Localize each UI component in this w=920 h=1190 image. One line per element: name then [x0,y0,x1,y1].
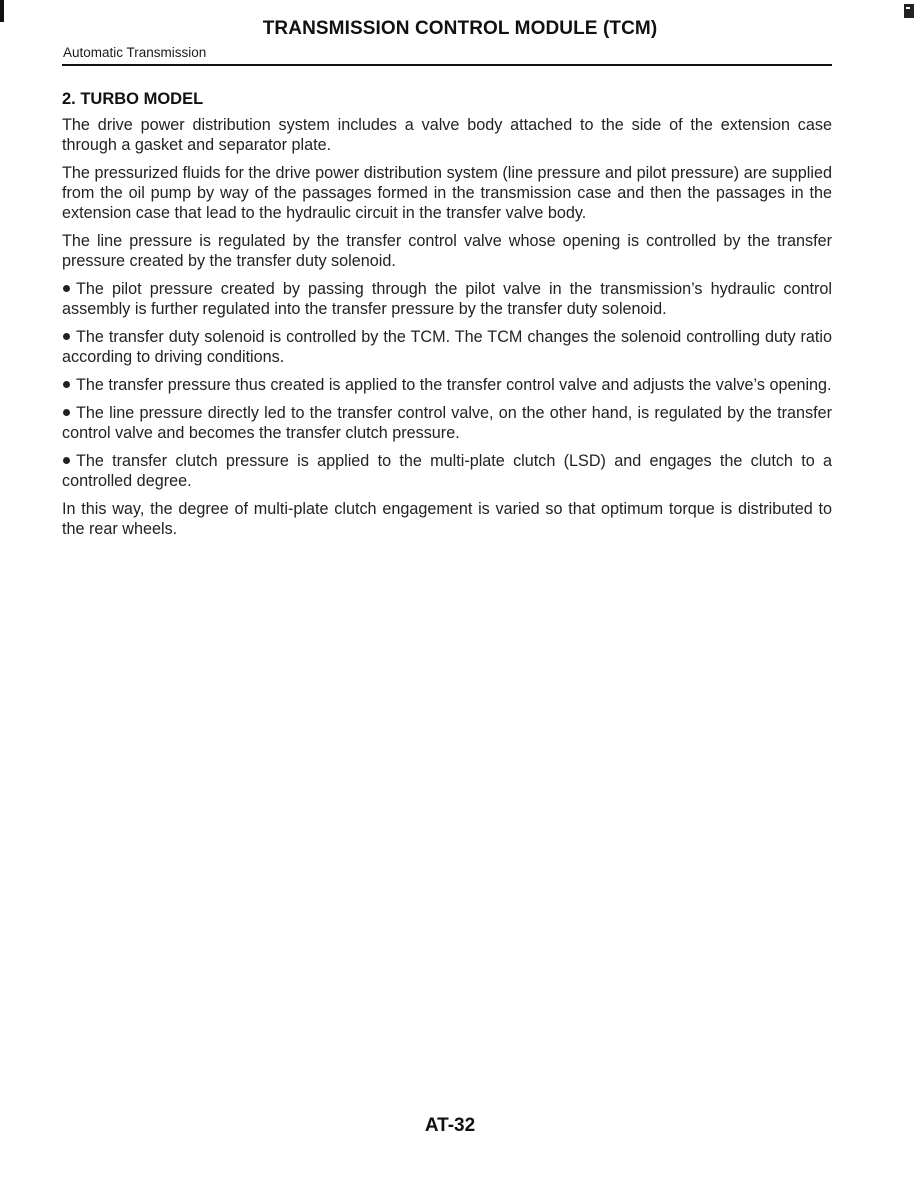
closing-paragraph: In this way, the degree of multi-plate clutch engagement is varied so that optimum torque is distributed to the rear wheels. [62,500,832,538]
bullet-item [62,327,832,367]
paragraph: The line pressure is regulated by the transfer control valve whose opening is controlled by the transfer pressure created by the transfer duty solenoid. [62,232,832,270]
paragraph: The drive power distribution system includes a valve body attached to the side of the extension case through a gasket and separator plate. [62,116,832,154]
page-number: AT-32 [424,1115,476,1136]
bullet-text: The pilot pressure created by passing through the pilot valve in the transmission’s hydraulic control assembly is further regulated into the transfer pressure by the transfer duty solenoid. [62,280,832,318]
header-divider [62,64,832,66]
scan-edge-mark-right [904,4,914,18]
bullet-item [62,279,832,319]
bullet-item [62,375,832,395]
bullet-dot-icon [63,285,70,292]
bullet-text: The line pressure directly led to the transfer control valve, on the other hand, is regulated by the transfer control valve and becomes the transfer clutch pressure. [62,404,832,442]
bullet-item [62,451,832,491]
bullet-item [62,403,832,443]
bullet-dot-icon [63,457,70,464]
section-heading: 2. TURBO MODEL [62,90,204,108]
paragraph: The pressurized fluids for the drive power distribution system (line pressure and pilot pressure) are supplied from the oil pump by way of the passages formed in the transmission case and then the passages in the extension case that lead to the hydraulic circuit in the transfer valve body. [62,164,832,222]
bullet-dot-icon [63,409,70,416]
page-title: TRANSMISSION CONTROL MODULE (TCM) [262,18,658,39]
section-label: Automatic Transmission [63,45,207,60]
main-content [62,90,832,547]
bullet-dot-icon [63,381,70,388]
bullet-text: The transfer clutch pressure is applied to the multi-plate clutch (LSD) and engages the clutch to a controlled degree. [62,452,832,490]
bullet-text: The transfer duty solenoid is controlled by the TCM. The TCM changes the solenoid controlling duty ratio according to driving conditions. [62,328,832,366]
bullet-dot-icon [63,333,70,340]
bullet-text: The transfer pressure thus created is applied to the transfer control valve and adjusts the valve’s opening. [76,376,832,394]
